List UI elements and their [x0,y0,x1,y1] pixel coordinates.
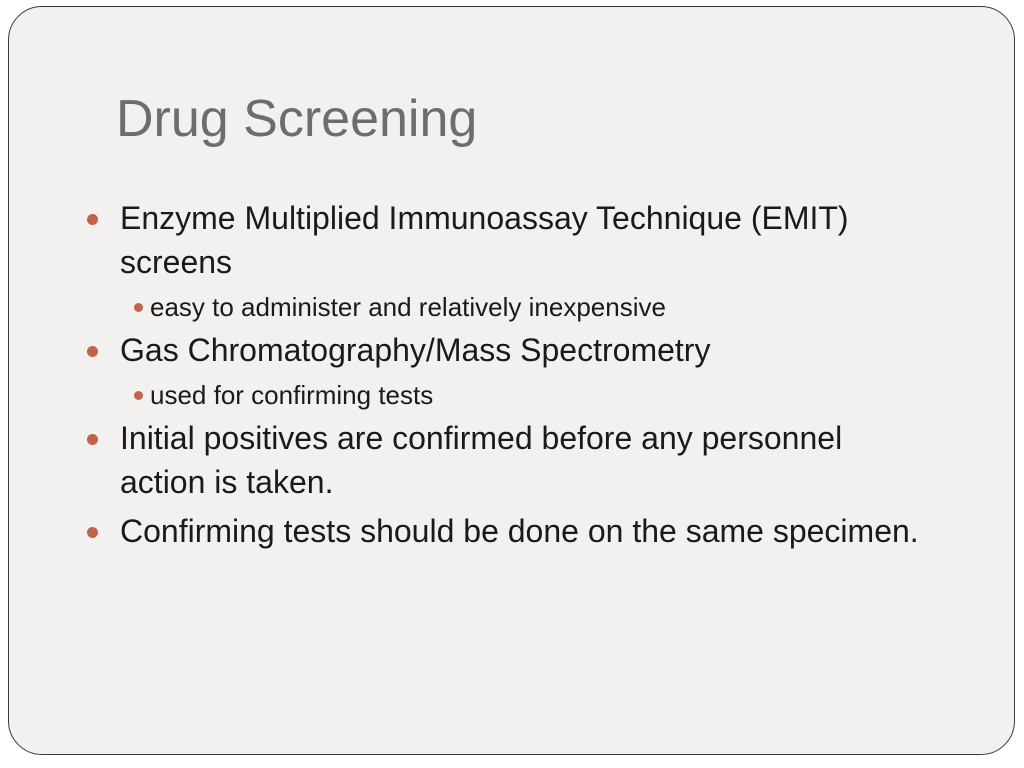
bullet-dot-icon [87,434,98,445]
bullet-item [81,509,931,553]
sub-bullet-item [81,289,931,325]
bullet-text: Enzyme Multiplied Immunoassay Technique (EMIT) screens [120,200,849,280]
slide-frame [8,6,1015,755]
bullet-item [81,328,931,372]
sub-bullet-text: easy to administer and relatively inexpensive [150,292,666,322]
bullet-text: Confirming tests should be done on the same specimen. [120,513,919,549]
slide-title: Drug Screening [116,90,478,148]
sub-bullet-text: used for confirming tests [150,380,434,410]
bullet-dot-icon [87,214,98,225]
bullet-text: Initial positives are confirmed before any personnel action is taken. [120,420,843,500]
bullet-item [81,196,931,284]
bullet-dot-icon [134,391,143,400]
bullet-dot-icon [134,303,143,312]
sub-bullet-item [81,377,931,413]
bullet-dot-icon [87,346,98,357]
bullet-dot-icon [87,527,98,538]
bullet-list [81,196,931,558]
bullet-item [81,416,931,504]
bullet-text: Gas Chromatography/Mass Spectrometry [120,332,711,368]
